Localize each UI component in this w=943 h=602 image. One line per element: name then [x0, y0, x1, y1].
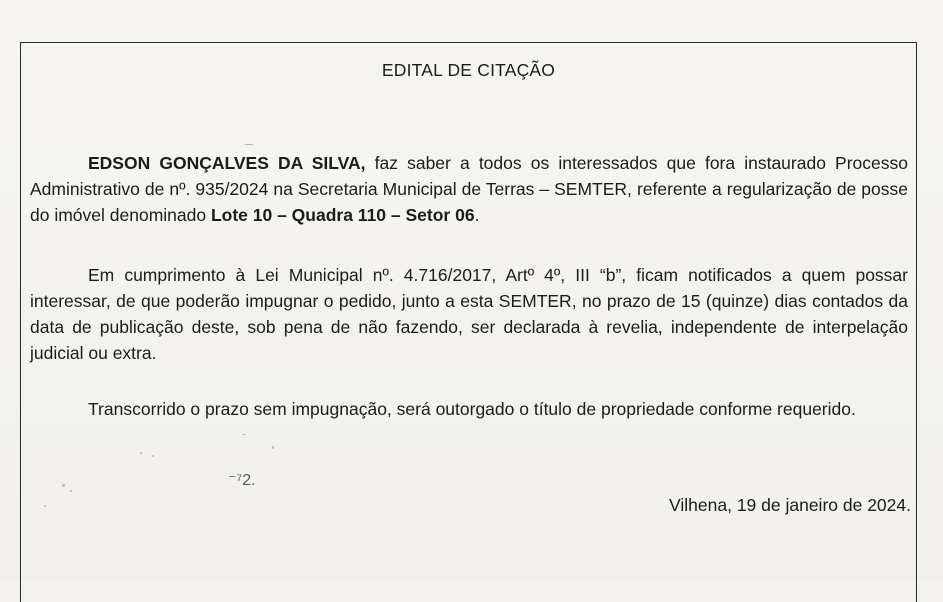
- paragraph-legal-notice: Em cumprimento à Lei Municipal nº. 4.716/2017, Artº 4º, III “b”, ficam notificados a quem possar interessar, de que poderão impugnar o pedido, junto a esta SEMTER, no prazo de 15 (quinze) dias contados da data de publicação deste, sob pena de não fazendo, ser declarada à revelia, independente de interpelação judicial ou extra.: [30, 265, 908, 363]
- document-title: EDITAL DE CITAÇÃO: [381, 60, 556, 80]
- paragraph-conclusion: Transcorrido o prazo sem impugnação, será outorgado o título de propriedade conforme requerido.: [88, 399, 856, 419]
- place-and-date: Vilhena, 19 de janeiro de 2024.: [669, 495, 911, 515]
- paragraph1-text-a: faz saber a todos os interessados que fora instaurado Processo Administrativo de nº. 935/2024 na Secretaria Municipal de Terras – SEMTER, referente a regularização de posse do imóvel denominado: [30, 153, 908, 225]
- paragraph-process-notice: [30, 150, 908, 228]
- interested-party-name: EDSON GONÇALVES DA SILVA,: [88, 153, 366, 173]
- paragraph1-text-b: .: [474, 205, 480, 225]
- property-designation: Lote 10 – Quadra 110 – Setor 06: [210, 205, 475, 225]
- stray-handwritten-mark: ⁻⁷2.: [228, 472, 256, 489]
